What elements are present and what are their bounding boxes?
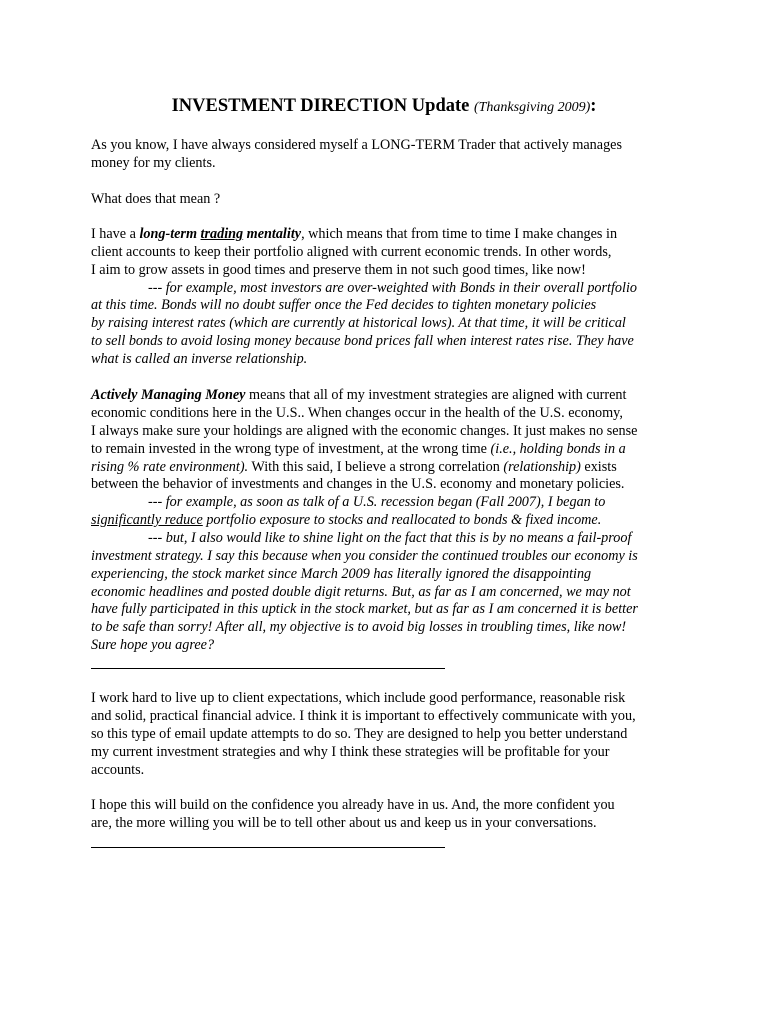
p3-text: exists <box>580 459 617 475</box>
p3-line-4 <box>91 440 626 458</box>
p5-line-2: are, the more willing you will be to tell other about us and keep us in your conversations. <box>91 815 597 831</box>
p3-line-2: economic conditions here in the U.S.. When changes occur in the health of the U.S. economy, <box>91 405 623 421</box>
p2-line-2: client accounts to keep their portfolio aligned with current economic trends. In other words, <box>91 244 612 260</box>
p3-line-11: experiencing, the stock market since March 2009 has literally ignored the disappointing <box>91 566 592 582</box>
p3-line-8 <box>91 511 601 529</box>
p2-emphasis: long-term <box>139 226 201 242</box>
p2-line-4: --- for example, most investors are over-weighted with Bonds in their overall portfolio <box>148 280 637 296</box>
p4-line-1: I work hard to live up to client expectations, which include good performance, reasonable risk <box>91 690 626 706</box>
section-divider <box>91 847 445 848</box>
p3-italic: portfolio exposure to stocks and reallocated to bonds & fixed income. <box>202 512 602 528</box>
p4-line-2: and solid, practical financial advice. I think it is important to effectively communicate with you, <box>91 708 636 724</box>
p3-text: to remain invested in the wrong type of investment, at the wrong time <box>91 441 491 457</box>
p3-line-12: economic headlines and posted double digit returns. But, as far as I am concerned, we may not <box>91 584 631 600</box>
p3-line-3: I always make sure your holdings are aligned with the economic changes. It just makes no sense <box>91 423 638 439</box>
p3-line-5 <box>91 458 617 476</box>
intro-line-1: As you know, I have always considered myself a LONG-TERM Trader that actively manages <box>91 137 622 153</box>
p2-line-5: at this time. Bonds will no doubt suffer once the Fed decides to tighten monetary policies <box>91 297 597 313</box>
p3-text: With this said, I believe a strong correlation <box>248 459 504 475</box>
p2-line-7: to sell bonds to avoid losing money because bond prices fall when interest rates rise. They have <box>91 333 634 349</box>
p3-italic: (relationship) <box>503 459 581 475</box>
p3-italic: (i.e., holding bonds in a <box>490 441 626 457</box>
section-divider <box>91 668 445 669</box>
question-line: What does that mean ? <box>91 191 221 207</box>
p3-italic-underlined: significantly reduce <box>91 512 203 528</box>
p5-line-1: I hope this will build on the confidence you already have in us. And, the more confident you <box>91 797 615 813</box>
p2-emphasis: mentality <box>243 226 302 242</box>
p3-line-14: to be safe than sorry! After all, my objective is to avoid big losses in troubling times, like now! <box>91 619 627 635</box>
p2-text: , which means that from time to time I make changes in <box>301 226 618 242</box>
p3-line-9: --- but, I also would like to shine light on the fact that this is by no means a fail-proof <box>148 530 632 546</box>
intro-line-2: money for my clients. <box>91 155 216 171</box>
p3-line-7: --- for example, as soon as talk of a U.S. recession began (Fall 2007), I began to <box>148 494 606 510</box>
title-main: INVESTMENT DIRECTION Update <box>171 96 470 116</box>
p2-line-1 <box>91 225 617 243</box>
title-colon: : <box>590 96 597 116</box>
p3-line-13: have fully participated in this uptick in the stock market, but as far as I am concerned it is better <box>91 601 638 617</box>
p3-line-6: between the behavior of investments and changes in the U.S. economy and monetary policies. <box>91 476 625 492</box>
p3-line-1 <box>91 386 626 404</box>
p3-line-15: Sure hope you agree? <box>91 637 215 653</box>
p2-text: I have a <box>91 226 140 242</box>
p2-line-3: I aim to grow assets in good times and preserve them in not such good times, like now! <box>91 262 586 278</box>
p3-emphasis: Actively Managing Money <box>91 387 246 403</box>
p2-emphasis-underlined: trading <box>200 226 244 242</box>
p2-line-8: what is called an inverse relationship. <box>91 351 308 367</box>
p4-line-4: my current investment strategies and why I think these strategies will be profitable for your <box>91 744 610 760</box>
p2-line-6: by raising interest rates (which are currently at historical lows). At that time, it will be critical <box>91 315 626 331</box>
title-subtitle: (Thanksgiving 2009) <box>473 100 591 115</box>
p4-line-3: so this type of email update attempts to do so. They are designed to help you better understand <box>91 726 628 742</box>
p3-italic: rising % rate environment). <box>91 459 249 475</box>
p3-line-10: investment strategy. I say this because when you consider the continued troubles our economy is <box>91 548 638 564</box>
document-title <box>0 95 768 119</box>
p4-line-5: accounts. <box>91 762 145 778</box>
p3-text: means that all of my investment strategies are aligned with current <box>245 387 627 403</box>
